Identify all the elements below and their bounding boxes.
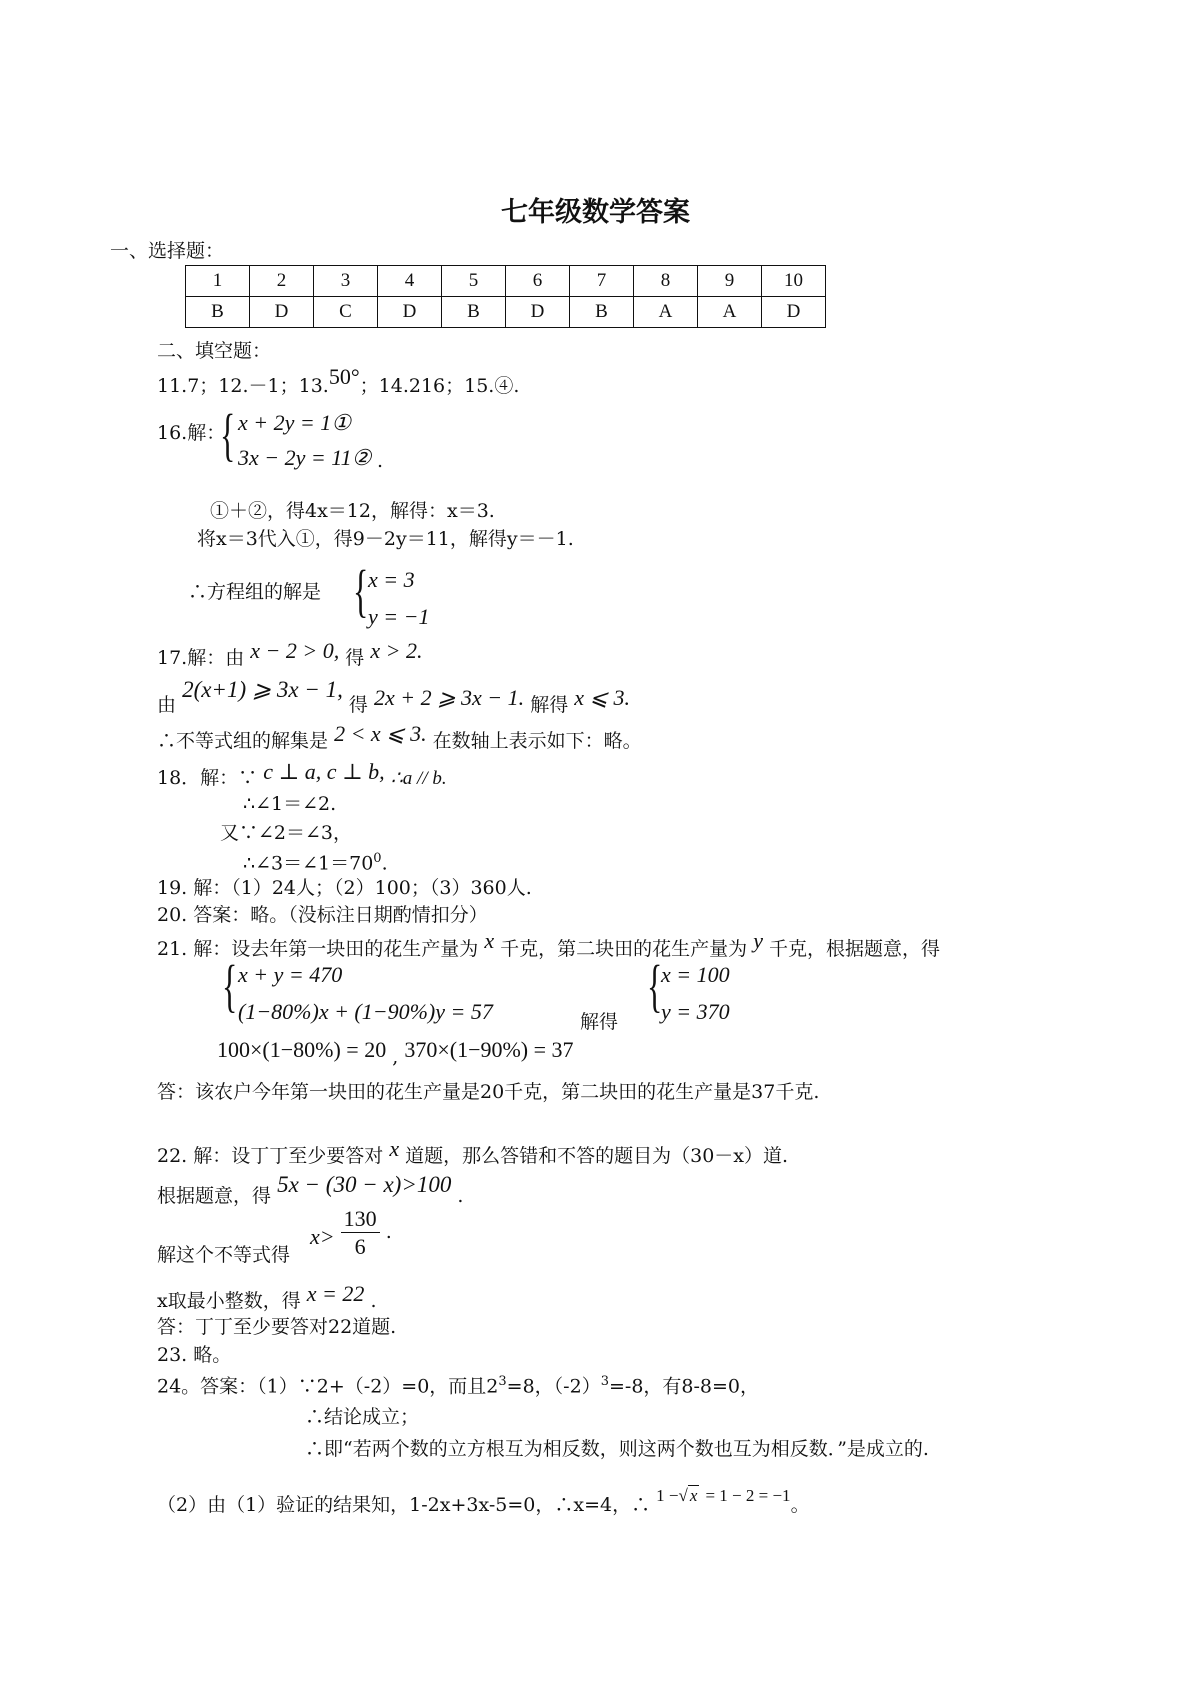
q21-line-1 (157, 928, 941, 960)
text: ∴∠3＝∠1＝70 (243, 852, 374, 875)
q16-conclusion: ∴方程组的解是 (188, 581, 322, 603)
system-brace: { (222, 953, 238, 1018)
text: 根据题意，得 (157, 1185, 272, 1207)
q18-line-4 (243, 852, 388, 873)
text: ∴不等式组的解集是 (157, 730, 329, 752)
q22-answer: 答：丁丁至少要答对22道题. (157, 1316, 397, 1338)
variable-y: y (753, 928, 763, 953)
text: 22. 解：设丁丁至少要答对 (157, 1145, 384, 1167)
q21-equation-1: x + y = 470 (238, 962, 343, 987)
system-brace: { (220, 402, 236, 467)
text: 24。答案：（1）∵2+（-2）=0，而且2 (157, 1375, 499, 1398)
q21-solve-label: 解得 (580, 1011, 619, 1033)
system-brace: { (353, 558, 369, 623)
math-expression: 2(x+1) ⩾ 3x − 1, (182, 677, 343, 702)
math-expression: = 1 − 2 = −1 (705, 1486, 791, 1505)
fill-blank-answers (157, 364, 520, 397)
fraction (341, 1208, 380, 1258)
angle-value: 50° (328, 364, 360, 389)
math-expression: 2x + 2 ⩾ 3x − 1. (373, 685, 525, 710)
text: =8，（-2） (506, 1375, 601, 1398)
q21-solution-1: x = 100 (661, 962, 730, 987)
q16-label: 16.解： (157, 422, 226, 444)
q17-line-3 (157, 721, 642, 752)
q24-line-2: ∴结论成立； (305, 1406, 420, 1428)
text: . (457, 1185, 464, 1207)
superscript: 3 (498, 1374, 507, 1389)
table-row-numbers (186, 266, 826, 297)
q18-line-2: ∴∠1＝∠2. (243, 793, 337, 815)
table-cell: 9 (698, 266, 762, 297)
table-cell: 6 (506, 266, 570, 297)
math-expression: 370×(1−90%) = 37 (404, 1037, 574, 1062)
table-cell: 7 (570, 266, 634, 297)
q19-answer: 19. 解：（1）24人；（2）100；（3）360人. (157, 877, 532, 899)
choice-answer-table (185, 265, 826, 328)
table-cell: D (506, 297, 570, 328)
table-cell: 10 (762, 266, 826, 297)
math-expression: 2 < x ⩽ 3. (334, 721, 427, 746)
text: 由 (157, 694, 177, 716)
text: 。 (790, 1494, 810, 1516)
q18-line-3: 又∵∠2＝∠3， (220, 822, 353, 844)
text: x取最小整数，得 (157, 1290, 301, 1312)
fraction-denominator: 6 (354, 1234, 366, 1259)
table-cell: D (378, 297, 442, 328)
q21-answer: 答：该农户今年第一块田的花生产量是20千克，第二块田的花生产量是37千克. (157, 1081, 820, 1103)
section-1-heading: 一、选择题： (110, 240, 225, 262)
variable-x: x (484, 928, 495, 953)
math-expression: 1 − (656, 1486, 679, 1505)
fraction-numerator: 130 (341, 1208, 380, 1233)
q24-line-3: ∴即“若两个数的立方根互为相反数，则这两个数也互为相反数．”是成立的. (305, 1438, 929, 1460)
table-cell: 4 (378, 266, 442, 297)
q16-equation-2: 3x − 2y = 11② (238, 445, 372, 470)
text: 11.7；12.－1；13. (157, 375, 329, 397)
text: 在数轴上表示如下：略。 (432, 730, 642, 752)
q16-step-1: ①＋②，得4x＝12，解得：x＝3. (210, 500, 495, 522)
math-expression: x> (310, 1224, 335, 1249)
q22-line-2 (157, 1172, 464, 1207)
table-cell: C (314, 297, 378, 328)
text: （2）由（1）验证的结果知，1-2x+3x-5=0，∴x=4，∴ (157, 1494, 651, 1516)
text: 千克，第二块田的花生产量为 (500, 938, 748, 960)
q21-equation-2: (1−80%)x + (1−90%)y = 57 (238, 999, 493, 1024)
math-expression: 5x − (30 − x)>100 (277, 1172, 452, 1197)
text: 21. 解：设去年第一块田的花生产量为 (157, 938, 479, 960)
math-expression: x − 2 > 0, (250, 638, 340, 663)
q17-line-1 (157, 638, 423, 669)
text: =-8，有8-8=0， (608, 1375, 760, 1398)
q24-line-4: （2）由（1）验证的结果知，1-2x+3x-5=0，∴x=4，∴ 1 −√ x = 1 − 2 = −1。 (157, 1486, 810, 1516)
superscript: 0 (373, 851, 382, 866)
math-expression: x ⩽ 3. (574, 685, 630, 710)
math-expression: ∴a // b. (390, 768, 447, 789)
section-2-heading: 二、填空题： (157, 340, 272, 362)
math-expression: 100×(1−80%) = 20 (217, 1037, 387, 1062)
q17-line-2 (157, 677, 630, 716)
text: 道题，那么答错和不答的题目为（30－x）道. (405, 1145, 789, 1167)
text: 18．解：∵ (157, 767, 258, 789)
text: 千克，根据题意，得 (769, 938, 941, 960)
table-cell: 5 (442, 266, 506, 297)
table-cell: A (634, 297, 698, 328)
q21-calculation (217, 1037, 574, 1068)
q18-line-1 (157, 759, 447, 789)
variable-x: x (389, 1136, 400, 1161)
q16-solution-1: x = 3 (368, 567, 415, 592)
system-brace: { (647, 953, 663, 1018)
sqrt-radicand: x (689, 1486, 698, 1505)
table-cell: B (442, 297, 506, 328)
q16-equation-1: x + 2y = 1① (238, 410, 351, 435)
q22-line-4 (157, 1281, 377, 1312)
q24-line-1 (157, 1375, 759, 1396)
text: , (392, 1046, 399, 1068)
table-cell: 3 (314, 266, 378, 297)
math-expression: x > 2. (370, 638, 423, 663)
table-cell: D (250, 297, 314, 328)
q22-inequality (310, 1208, 392, 1258)
q22-line-3-label: 解这个不等式得 (157, 1244, 291, 1266)
text: . (385, 1221, 392, 1243)
text: . (370, 1290, 377, 1312)
table-cell: A (698, 297, 762, 328)
table-cell: 2 (250, 266, 314, 297)
text: . (381, 852, 388, 875)
q22-line-1 (157, 1136, 789, 1167)
text: 得 (345, 647, 365, 669)
q16-step-2: 将x＝3代入①，得9－2y＝11，解得y＝－1. (197, 528, 574, 550)
text: 解得 (530, 694, 569, 716)
page-title: 七年级数学答案 (501, 197, 690, 228)
table-cell: B (570, 297, 634, 328)
table-cell: D (762, 297, 826, 328)
q23-answer: 23. 略。 (157, 1344, 232, 1366)
table-cell: 8 (634, 266, 698, 297)
math-expression: x = 22 (306, 1281, 365, 1306)
math-expression: c ⊥ a, c ⊥ b, (263, 759, 385, 784)
superscript: 3 (600, 1374, 609, 1389)
table-cell: B (186, 297, 250, 328)
text: 17.解：由 (157, 647, 245, 669)
q20-answer: 20. 答案：略。（没标注日期酌情扣分） (157, 904, 488, 926)
q16-solution-2: y = −1 (368, 604, 430, 629)
q21-solution-2: y = 370 (661, 999, 730, 1024)
q16-eq-end: . (377, 450, 384, 472)
table-row-answers (186, 297, 826, 328)
text: ；14.216；15.④. (359, 375, 520, 397)
text: 得 (348, 694, 368, 716)
table-cell: 1 (186, 266, 250, 297)
